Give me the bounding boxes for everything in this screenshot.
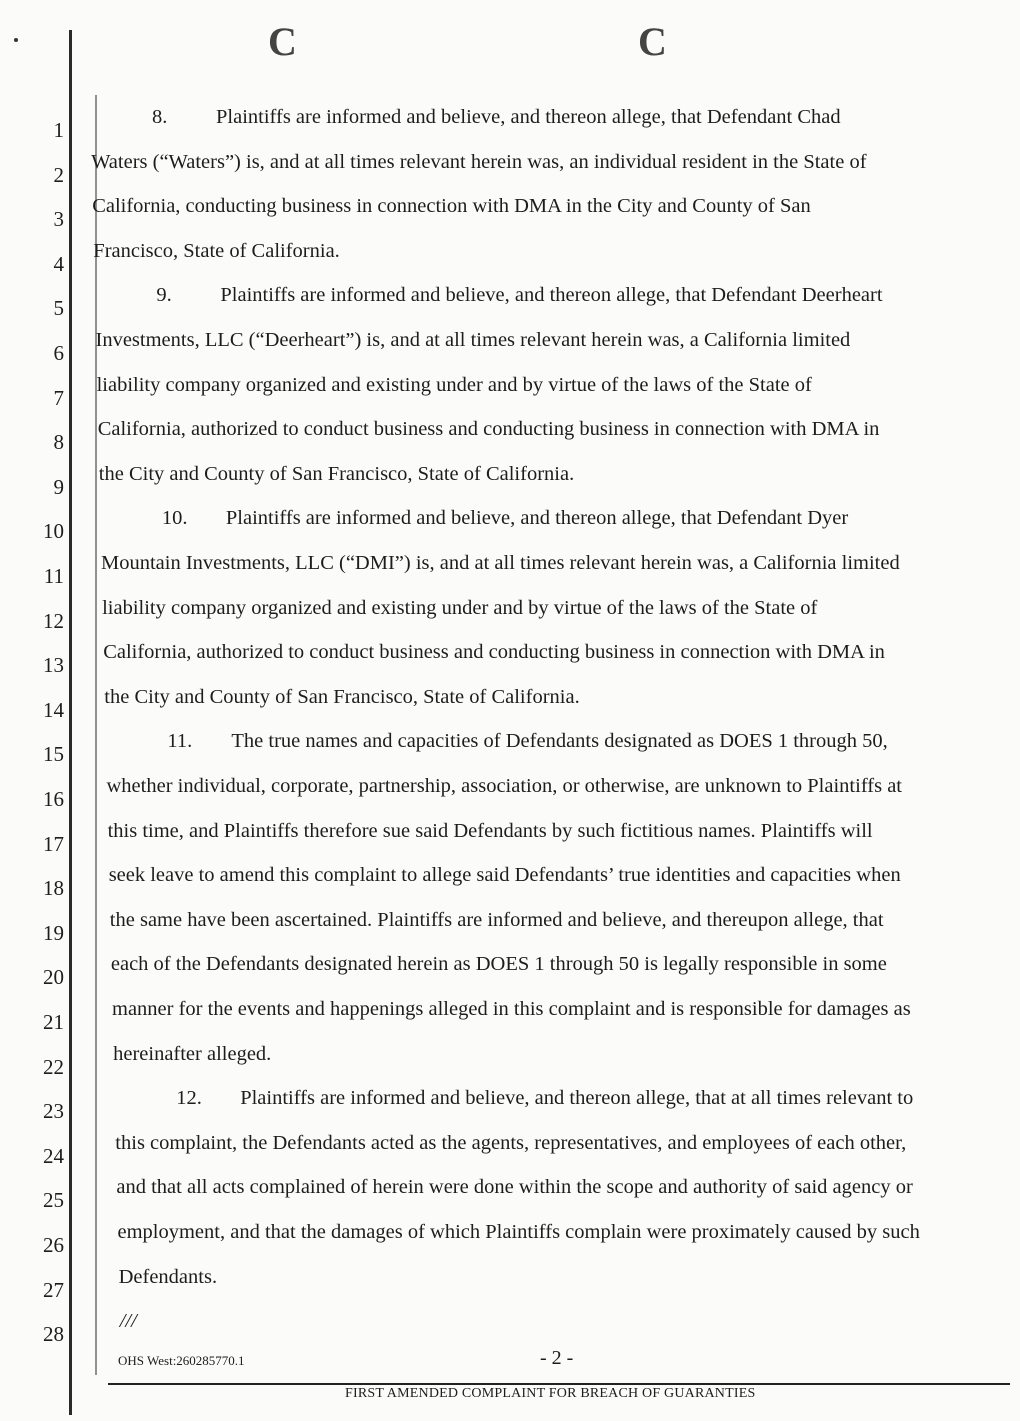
line-number: 5 xyxy=(53,296,64,321)
line-number: 15 xyxy=(43,742,64,767)
line-number: 28 xyxy=(43,1322,64,1347)
line-number: 27 xyxy=(43,1277,64,1302)
paragraph-text: Plaintiffs are informed and believe, and thereon allege, that at all times relevant to xyxy=(240,1087,914,1110)
line-number: 16 xyxy=(43,787,64,811)
line-number: 3 xyxy=(53,207,64,232)
paragraph-number: 12. xyxy=(176,1087,202,1110)
line-number: 19 xyxy=(43,920,64,945)
paragraph-line: liability company organized and existing under and by virtue of the laws of the State of xyxy=(96,373,812,396)
left-margin-rule xyxy=(69,30,72,1415)
line-number: 4 xyxy=(53,251,64,276)
paragraph-number: 9. xyxy=(156,284,172,307)
paragraph-line: and that all acts complained of herein were done within the scope and authority of said agency or xyxy=(116,1176,913,1199)
paragraph-line: whether individual, corporate, partnership, association, or otherwise, are unknown to Plaintiffs at xyxy=(106,775,902,797)
line-number: 2 xyxy=(53,162,64,187)
paragraph-line: California, conducting business in connection with DMA in the City and County of San xyxy=(92,195,811,218)
paragraph-line: manner for the events and happenings alleged in this complaint and is responsible for damages as xyxy=(112,998,911,1020)
paragraph-line: Mountain Investments, LLC (“DMI”) is, and at all times relevant herein was, a California limited xyxy=(101,552,900,574)
line-number: 9 xyxy=(53,474,64,499)
continuation-mark: /// xyxy=(119,1310,137,1333)
line-number: 12 xyxy=(43,608,64,633)
line-number: 24 xyxy=(43,1143,64,1168)
paragraph-line: Defendants. xyxy=(118,1265,218,1288)
paragraph-number: 10. xyxy=(161,507,188,530)
paragraph-first-line xyxy=(156,284,882,307)
paragraph-text: The true names and capacities of Defendants designated as DOES 1 through 50, xyxy=(231,730,888,753)
punch-hole-mark-right: C xyxy=(638,19,667,64)
line-number: 1 xyxy=(53,118,64,142)
line-number: 14 xyxy=(43,697,64,722)
paragraph-line: employment, and that the damages of which Plaintiffs complain were proximately caused by such xyxy=(117,1221,920,1243)
line-number: 21 xyxy=(43,1010,64,1034)
paragraph-line: the same have been ascertained. Plaintiffs are informed and believe, and thereupon allege, that xyxy=(109,908,884,931)
paragraph-line: California, authorized to conduct business and conducting business in connection with DMA in xyxy=(103,641,885,664)
line-number: 26 xyxy=(43,1233,64,1257)
line-number: 7 xyxy=(53,385,64,410)
paragraph-line: hereinafter alleged. xyxy=(113,1042,272,1065)
paragraph-line: liability company organized and existing under and by virtue of the laws of the State of xyxy=(102,596,818,619)
document-id: OHS West:260285770.1 xyxy=(118,1353,245,1368)
paragraph-number: 8. xyxy=(152,106,168,128)
paragraph-line: each of the Defendants designated herein as DOES 1 through 50 is legally responsible in some xyxy=(110,953,887,976)
line-number: 22 xyxy=(43,1054,64,1079)
paragraph-line: Investments, LLC (“Deerheart”) is, and at all times relevant herein was, a California limited xyxy=(95,329,851,351)
paragraph-line: the City and County of San Francisco, State of California. xyxy=(104,685,580,708)
line-number: 20 xyxy=(43,965,64,990)
paragraph-line: the City and County of San Francisco, State of California. xyxy=(98,462,575,485)
paragraph-number: 11. xyxy=(167,730,193,753)
line-number: 13 xyxy=(43,653,64,678)
scan-speck xyxy=(14,38,18,42)
paragraph-line: Francisco, State of California. xyxy=(93,239,340,262)
paragraph-first-line xyxy=(162,507,848,530)
line-number: 10 xyxy=(43,519,64,544)
line-number: 6 xyxy=(53,341,64,365)
paragraph-first-line xyxy=(167,730,887,753)
footer-rule xyxy=(108,1383,1010,1385)
punch-hole-mark-left: C xyxy=(268,19,297,64)
line-number: 17 xyxy=(43,831,64,856)
paragraph-text: Plaintiffs are informed and believe, and thereon allege, that Defendant Deerheart xyxy=(220,284,883,307)
paragraph-first-line xyxy=(152,106,841,129)
paragraph-text: Plaintiffs are informed and believe, and thereon allege, that Defendant Chad xyxy=(216,106,841,128)
paragraph-line: Waters (“Waters”) is, and at all times relevant herein was, an individual resident in the State of xyxy=(91,150,867,173)
paragraph-text: Plaintiffs are informed and believe, and thereon allege, that Defendant Dyer xyxy=(225,507,849,530)
footer-title: FIRST AMENDED COMPLAINT FOR BREACH OF GUARANTIES xyxy=(345,1386,756,1401)
paragraph-first-line xyxy=(176,1087,913,1110)
line-number: 25 xyxy=(43,1188,64,1213)
line-number: 23 xyxy=(43,1099,64,1124)
line-number: 18 xyxy=(43,876,64,901)
line-number: 11 xyxy=(43,564,64,588)
paragraph-line: this time, and Plaintiffs therefore sue said Defendants by such fictitious names. Plaintiffs will xyxy=(107,819,873,842)
page-number: - 2 - xyxy=(540,1347,574,1369)
line-number: 8 xyxy=(53,430,64,455)
paragraph-line: seek leave to amend this complaint to allege said Defendants’ true identities and capacities when xyxy=(108,864,901,887)
inner-margin-rule xyxy=(95,95,97,1375)
paragraph-line: California, authorized to conduct business and conducting business in connection with DMA in xyxy=(97,418,880,441)
paragraph-line: this complaint, the Defendants acted as the agents, representatives, and employees of each other, xyxy=(115,1131,907,1154)
